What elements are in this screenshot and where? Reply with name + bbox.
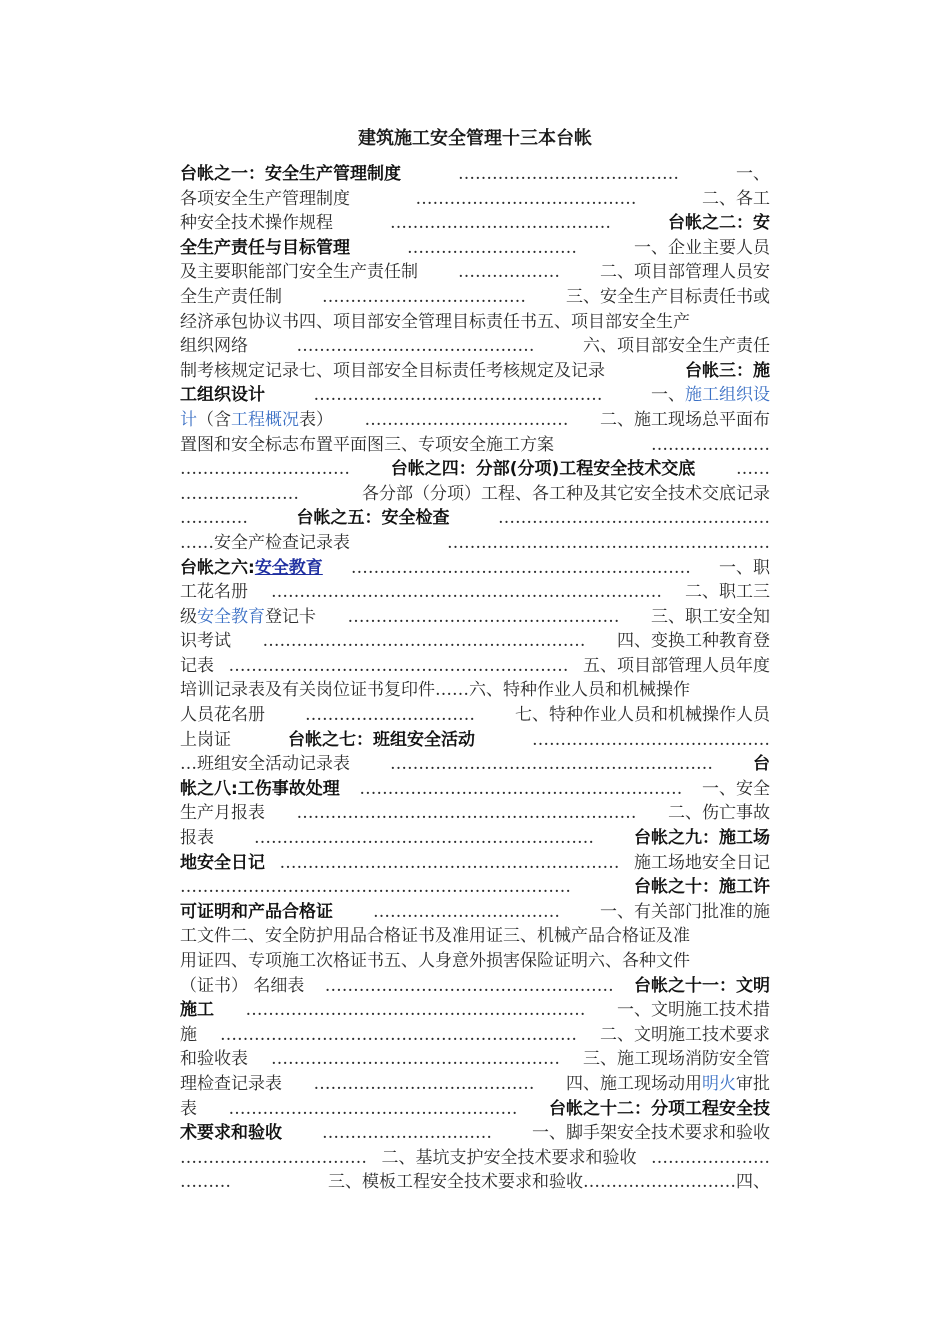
- text-segment: 培训记录表及有关岗位证书复印件……六、特种作业人员和机械操作: [180, 680, 690, 701]
- text-segment: …………………………: [322, 1123, 492, 1144]
- text-line: [180, 457, 770, 482]
- text-line: [180, 482, 770, 507]
- hyperlink[interactable]: 安全教育: [254, 557, 323, 578]
- text-segment: 记表: [180, 655, 214, 676]
- section-heading-text: 台帐之六:: [180, 557, 255, 578]
- text-segment: ………………: [458, 262, 560, 283]
- line-tail-group: [600, 408, 770, 433]
- line-lead-group: [180, 605, 316, 630]
- text-segment: 经济承包协议书四、项目部安全管理目标责任书五、项目部安全生产: [180, 311, 690, 332]
- text-line: [180, 1097, 770, 1122]
- line-lead-group: [180, 383, 265, 408]
- section-heading-text: 台帐之十：施工许: [634, 877, 770, 898]
- text-segment: 级: [180, 606, 197, 627]
- text-segment: 二、基坑支护安全技术要求和验收: [381, 1147, 637, 1168]
- text-line: [180, 187, 770, 212]
- text-line: [180, 211, 770, 236]
- text-segment: 五、项目部管理人员年度: [583, 655, 770, 676]
- text-segment: …………………………………: [415, 188, 637, 209]
- text-segment: 各项安全生产管理制度: [180, 188, 350, 209]
- text-segment: …班组安全活动记录表: [180, 754, 350, 775]
- text-segment: （证书） 名细表: [180, 975, 305, 996]
- line-tail-group: [651, 383, 770, 408]
- text-line: [180, 1121, 770, 1146]
- text-segment: 报表: [180, 828, 214, 849]
- section-heading-text: 施工: [180, 1000, 214, 1021]
- text-line: [180, 998, 770, 1023]
- text-segment: …………………………………………: [347, 606, 620, 627]
- text-segment: …………………………………………: [498, 508, 770, 529]
- section-heading-text: 台: [753, 754, 770, 775]
- section-heading-text: 台帐之十一：文明: [634, 975, 770, 996]
- text-segment: …………………: [651, 434, 770, 455]
- text-line: [180, 310, 770, 335]
- line-tail-group: [651, 605, 770, 630]
- text-segment: 三、施工现场消防安全管: [583, 1049, 770, 1070]
- text-segment: 七、特种作业人员和机械操作人员: [515, 705, 770, 726]
- text-line: [180, 851, 770, 876]
- text-segment: ……安全产检查记录表: [180, 532, 350, 553]
- hyperlink[interactable]: 工程概况: [231, 409, 299, 430]
- text-segment: 人员花名册: [180, 705, 265, 726]
- text-segment: 生产月报表: [180, 803, 265, 824]
- text-line: [180, 900, 770, 925]
- section-heading-text: 台帐之二：安: [668, 213, 770, 234]
- text-segment: 及主要职能部门安全生产责任制: [180, 262, 418, 283]
- text-segment: 二、职工三: [685, 582, 770, 603]
- text-line: [180, 556, 770, 581]
- line-lead-group: [180, 408, 333, 433]
- text-line: [180, 1072, 770, 1097]
- line-lead-group: [180, 556, 323, 581]
- text-segment: ……………………………………………………: [350, 557, 691, 578]
- text-line: [180, 777, 770, 802]
- text-line: [180, 1023, 770, 1048]
- text-segment: 审批: [736, 1073, 770, 1094]
- text-segment: ……………………………………………………: [228, 655, 569, 676]
- text-segment: 一、有关部门批准的施: [600, 901, 770, 922]
- text-segment: 一、文明施工技术措: [617, 1000, 770, 1021]
- text-segment: ……………………………………………: [228, 1098, 518, 1119]
- text-segment: 全生产责任制: [180, 286, 282, 307]
- text-line: [180, 654, 770, 679]
- text-segment: ……………………………………: [532, 729, 770, 750]
- text-segment: 施: [180, 1024, 197, 1045]
- text-segment: 三、职工安全知: [651, 606, 770, 627]
- line-tail-group: [566, 1072, 770, 1097]
- section-heading-text: 台帐三：施: [685, 360, 770, 381]
- section-heading-text: 地安全日记: [180, 852, 265, 873]
- section-heading-text: 可证明和产品合格证: [180, 901, 333, 922]
- document-body: [180, 162, 770, 1195]
- text-segment: …………………………………………………: [262, 631, 586, 652]
- text-segment: 和验收表: [180, 1049, 248, 1070]
- text-line: [180, 260, 770, 285]
- text-line: [180, 924, 770, 949]
- text-segment: 一、脚手架安全技术要求和验收: [532, 1123, 770, 1144]
- text-segment: ……………………………: [180, 1147, 367, 1168]
- text-segment: ……………………………………………………: [279, 852, 620, 873]
- text-segment: 一、企业主要人员: [634, 237, 770, 258]
- text-line: [180, 605, 770, 630]
- text-segment: 四、施工现场动用: [566, 1073, 702, 1094]
- text-segment: 四、变换工种教育登: [617, 631, 770, 652]
- line-lead-group: [180, 1072, 282, 1097]
- text-line: [180, 506, 770, 531]
- text-segment: …………: [180, 508, 248, 529]
- text-line: [180, 678, 770, 703]
- text-line: [180, 752, 770, 777]
- text-line: [180, 383, 770, 408]
- document-title: 建筑施工安全管理十三本台帐: [358, 128, 592, 149]
- text-line: [180, 236, 770, 261]
- text-segment: 一、: [736, 164, 770, 184]
- text-segment: ……………………………………………: [313, 385, 603, 406]
- section-heading-text: 工组织设计: [180, 385, 265, 406]
- text-line: [180, 334, 770, 359]
- line-tail-group: [719, 556, 770, 581]
- text-segment: 理检查记录表: [180, 1073, 282, 1094]
- text-line: [180, 285, 770, 310]
- text-segment: …………………: [180, 483, 299, 504]
- text-segment: 登记卡: [265, 606, 316, 627]
- hyperlink[interactable]: 明火: [702, 1073, 736, 1094]
- text-segment: 二、伤亡事故: [668, 803, 770, 824]
- text-segment: 一、: [651, 385, 685, 406]
- text-segment: ……………………………………………………: [254, 828, 594, 849]
- text-line: [180, 703, 770, 728]
- section-heading-text: 台帐之一：安全生产管理制度: [180, 164, 401, 184]
- text-line: [180, 531, 770, 556]
- line-tail-group: [328, 1170, 770, 1195]
- text-line: [180, 580, 770, 605]
- text-line: [180, 162, 770, 187]
- text-segment: ……………………………: [373, 901, 560, 922]
- section-heading-text: 术要求和验收: [180, 1123, 282, 1144]
- section-heading-text: 台帐之七：班组安全活动: [288, 729, 475, 750]
- hyperlink[interactable]: 施工组织设: [685, 385, 770, 406]
- hyperlink[interactable]: 计: [180, 409, 197, 430]
- section-heading-text: 台帐之十二：分项工程安全技: [549, 1098, 770, 1119]
- text-segment: 三、安全生产目标责任书或: [566, 286, 770, 307]
- text-segment: ……………………………………………………: [245, 1000, 586, 1021]
- text-segment: 制考核规定记录七、项目部安全目标责任考核规定及记录: [180, 360, 605, 381]
- text-segment: 四、: [736, 1172, 770, 1193]
- text-segment: ……………………………………: [296, 336, 535, 357]
- text-segment: 二、项目部管理人员安: [600, 262, 770, 283]
- text-segment: …………………………………: [458, 164, 679, 184]
- text-segment: ……………………………………………: [271, 1049, 560, 1070]
- text-segment: …………………………………: [390, 213, 611, 234]
- text-segment: 施工场地安全日记: [634, 852, 770, 873]
- text-segment: …………………: [651, 1147, 770, 1168]
- text-segment: 二、文明施工技术要求: [600, 1024, 770, 1045]
- text-line: [180, 1047, 770, 1072]
- text-line: [180, 359, 770, 384]
- text-segment: ……………………………………………: [324, 975, 614, 996]
- text-segment: …………………………: [180, 459, 350, 480]
- text-segment: 三、模板工程安全技术要求和验收: [328, 1172, 583, 1193]
- text-segment: 二、各工: [702, 188, 770, 209]
- text-line: [180, 433, 770, 458]
- text-segment: 组织网络: [180, 336, 248, 357]
- text-segment: ………………………………: [364, 409, 569, 430]
- text-segment: 用证四、专项施工次格证书五、人身意外损害保险证明六、各种文件: [180, 951, 690, 971]
- text-line: [180, 949, 770, 974]
- section-heading-text: 台帐之九：施工场: [634, 828, 770, 849]
- text-line: [180, 801, 770, 826]
- text-segment: …………………………………………………: [447, 532, 770, 553]
- text-segment: 工花名册: [180, 582, 248, 603]
- text-segment: 置图和安全标志布置平面图三、专项安全施工方案: [180, 434, 554, 455]
- text-segment: ………………………: [583, 1172, 736, 1193]
- section-heading-text: 全生产责任与目标管理: [180, 237, 350, 258]
- text-segment: 一、安全: [702, 778, 770, 799]
- text-segment: 表: [180, 1098, 197, 1119]
- text-line: [180, 1170, 770, 1195]
- text-segment: …………………………………: [313, 1073, 535, 1094]
- text-line: [180, 875, 770, 900]
- text-line: [180, 629, 770, 654]
- text-segment: 识考试: [180, 631, 231, 652]
- section-heading-text: 台帐之五：安全检查: [296, 508, 450, 529]
- text-segment: ………: [180, 1172, 231, 1193]
- text-segment: 二、施工现场总平面布: [600, 409, 770, 430]
- text-segment: ……: [735, 459, 770, 480]
- section-heading-text: 台帐之四：分部(分项)工程安全技术交底: [390, 459, 696, 480]
- text-segment: …………………………: [407, 237, 577, 258]
- text-segment: ……………………………………………………………: [271, 582, 662, 603]
- text-segment: 上岗证: [180, 729, 231, 750]
- text-segment: ………………………………: [322, 286, 526, 307]
- text-segment: 表）: [299, 409, 333, 430]
- text-segment: 工文件二、安全防护用品合格证书及准用证三、机械产品合格证及准: [180, 926, 690, 947]
- text-line: [180, 1146, 770, 1171]
- text-segment: ………………………………………………………: [220, 1024, 577, 1045]
- text-segment: ……………………………………………………………: [180, 877, 571, 898]
- text-segment: （含: [197, 409, 231, 430]
- text-segment: ……………………………………………………: [296, 803, 637, 824]
- text-segment: …………………………………………………: [359, 778, 683, 799]
- text-segment: …………………………: [305, 705, 475, 726]
- section-heading-text: 帐之八:工伤事故处理: [180, 778, 340, 799]
- text-line: [180, 974, 770, 999]
- text-segment: 种安全技术操作规程: [180, 213, 333, 234]
- text-segment: …………………………………………………: [390, 754, 713, 775]
- text-segment: 六、项目部安全生产责任: [583, 336, 770, 357]
- text-segment: 一、职: [719, 557, 770, 578]
- text-line: [180, 728, 770, 753]
- hyperlink[interactable]: 安全教育: [197, 606, 265, 627]
- text-line: [180, 408, 770, 433]
- text-segment: 各分部（分项）工程、各工种及其它安全技术交底记录: [362, 483, 770, 504]
- text-line: [180, 826, 770, 851]
